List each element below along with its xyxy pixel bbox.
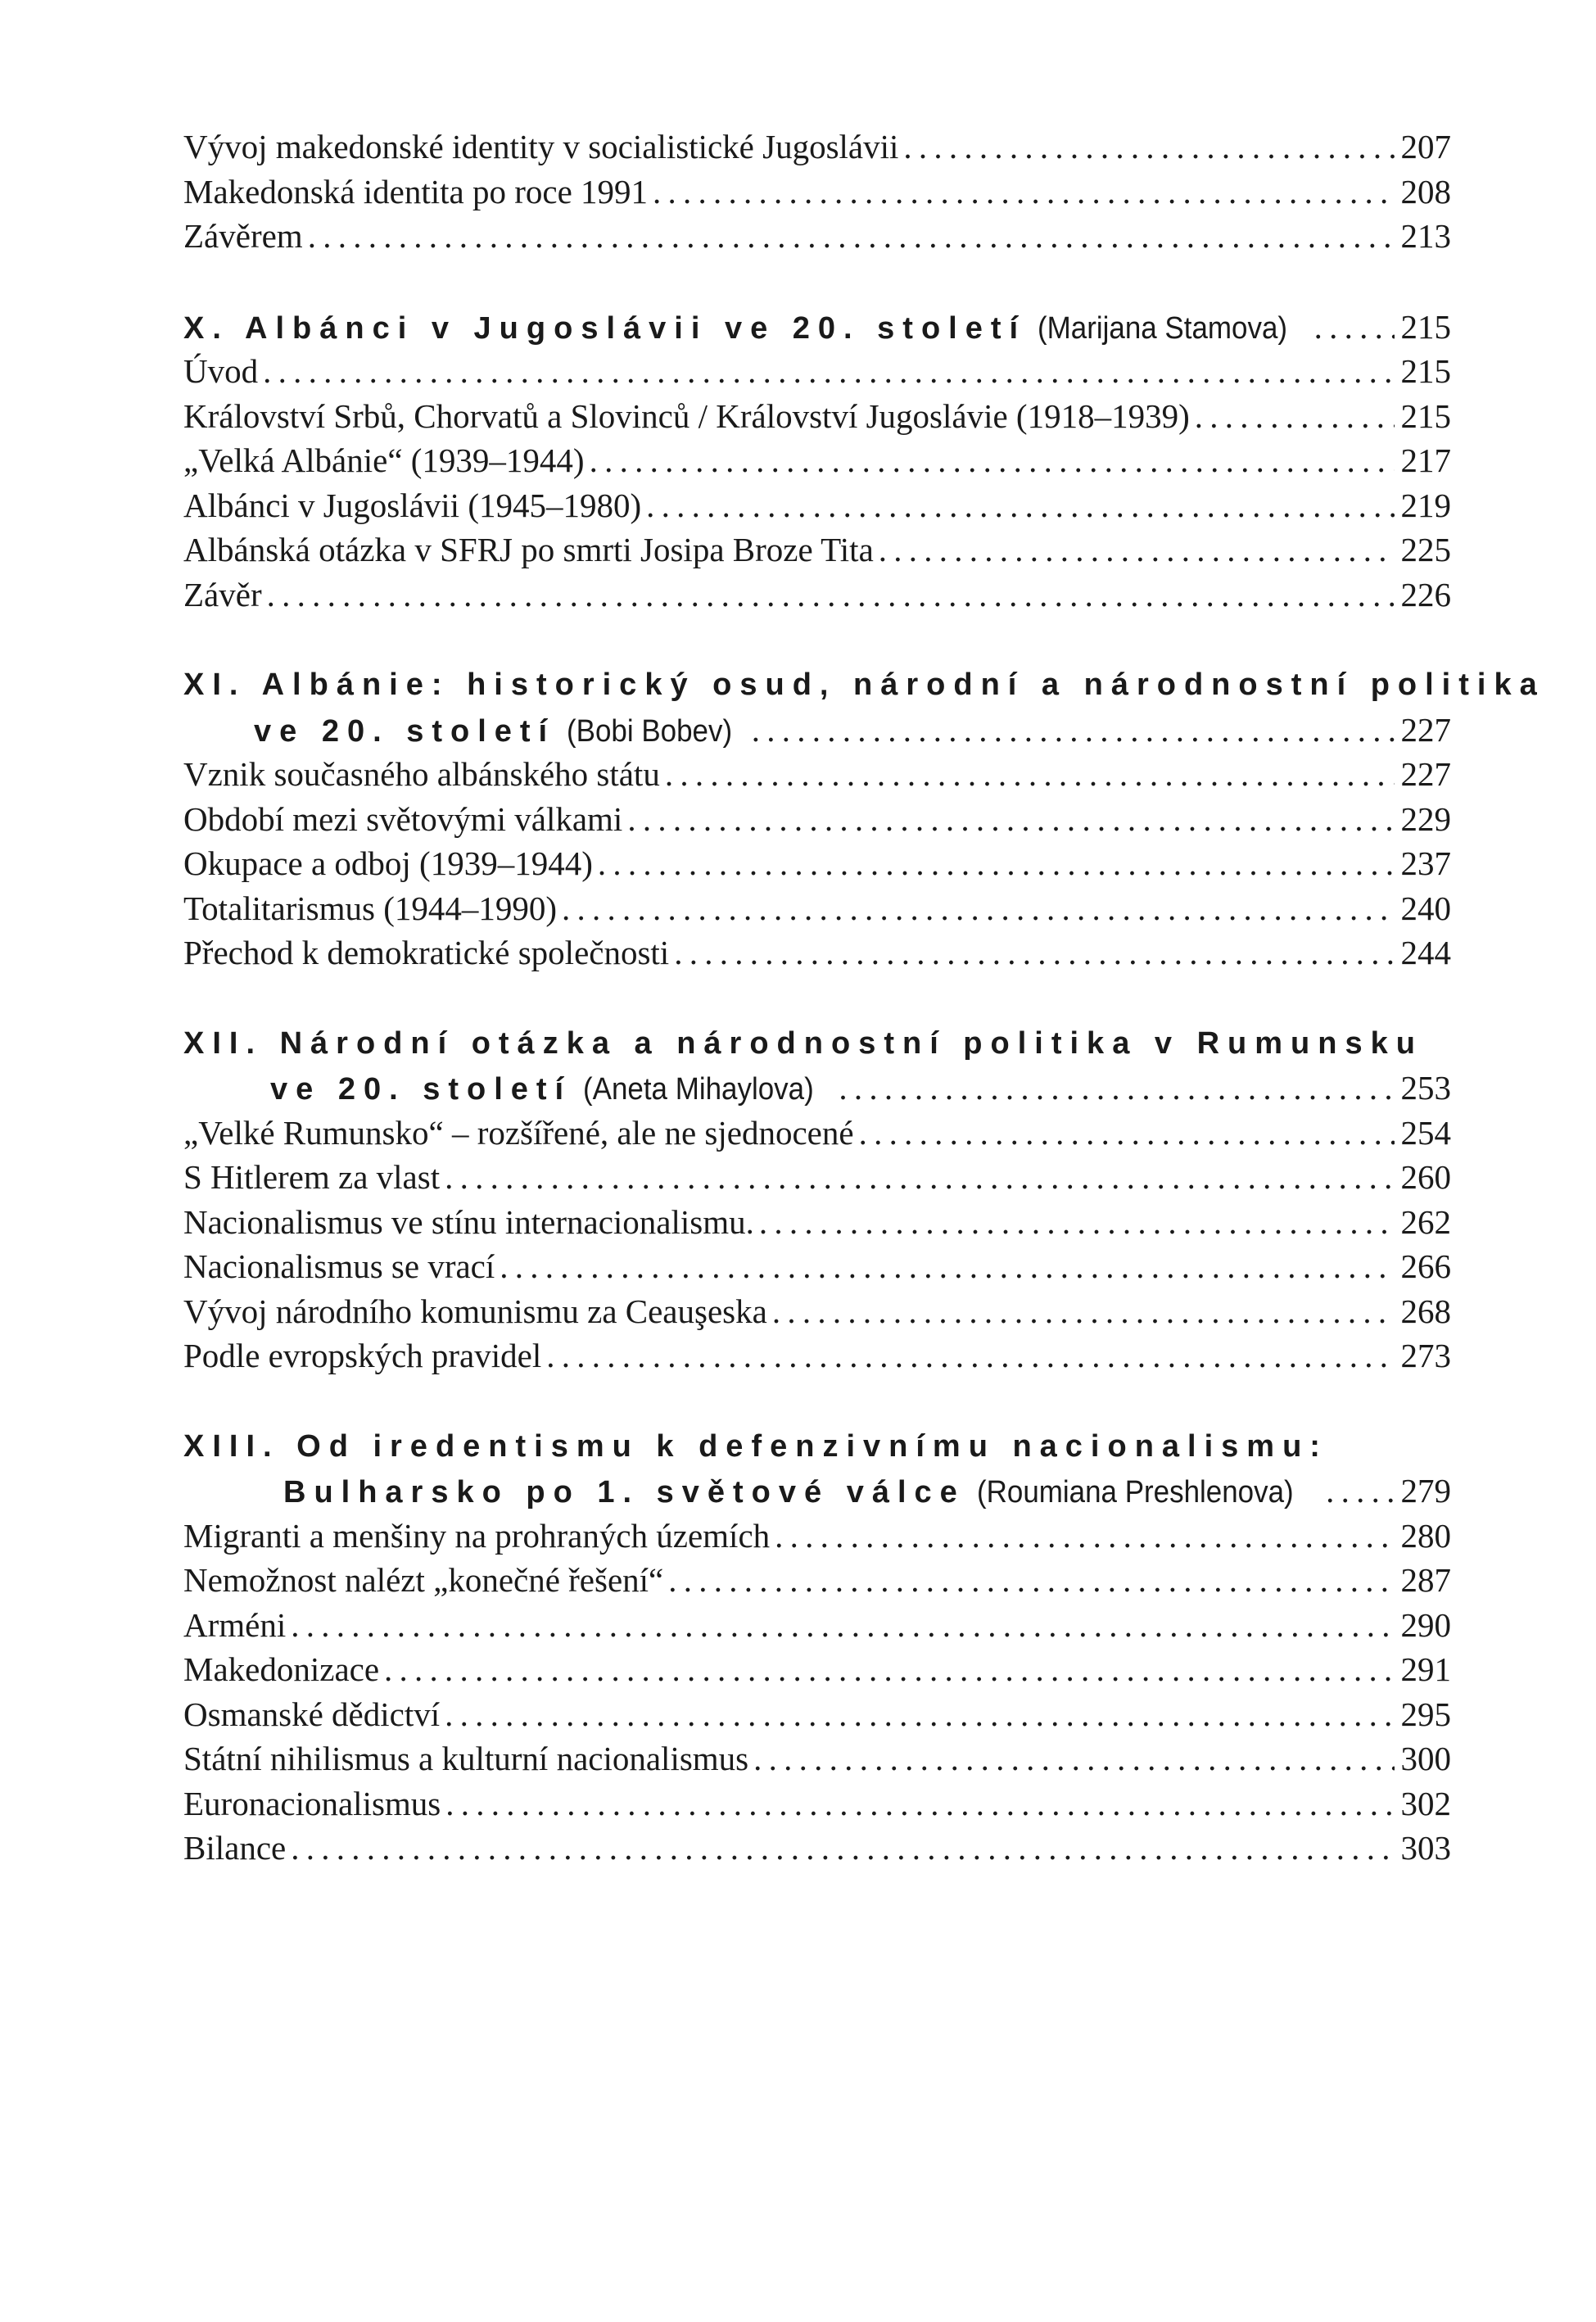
toc-entry-page: 302 [1400,1784,1451,1822]
dot-leader [879,527,1395,573]
chapter-title: X. Albánci v Jugoslávii ve 20. století [183,310,1027,346]
toc-entry-page: 244 [1400,934,1451,971]
toc-entry-page: 240 [1400,889,1451,927]
chapter-page: 227 [1400,710,1451,749]
toc-entry [183,527,1451,573]
toc-entry-page: 290 [1400,1605,1451,1644]
toc-entry [183,797,1451,842]
chapter-title: XII. Národní otázka a národnostní politika v Rumunsku [183,1025,1423,1061]
toc-entry-page: 217 [1400,441,1451,479]
section-gap [183,1378,1451,1424]
toc-entry-page: 260 [1400,1158,1451,1196]
toc-entry-page: 273 [1400,1337,1451,1374]
dot-leader [263,349,1394,394]
toc-entry [183,170,1451,215]
toc-entry-title: Totalitarismus (1944–1990) [183,889,558,927]
toc-entry [183,1736,1451,1781]
toc-entry-page: 287 [1400,1561,1451,1599]
toc-entry-title: Makedonizace [183,1650,380,1688]
toc-entry [183,1647,1451,1692]
toc-entry [183,841,1451,886]
chapter-page: 215 [1400,307,1451,346]
toc-entry [183,1155,1451,1200]
chapter-heading-xiii-line2 [183,1469,1451,1514]
toc-entry-page: 237 [1400,844,1451,882]
toc-entry-title: Vývoj národního komunismu za Ceauşeska [183,1292,767,1330]
toc-entry-page: 266 [1400,1247,1451,1285]
toc-entry [183,124,1451,170]
toc-entry [183,1333,1451,1378]
section-gap [183,617,1451,663]
chapter-title: XI. Albánie: historický osud, národní a národnostní politika [183,668,1545,702]
toc-entry-page: 303 [1400,1829,1451,1867]
toc-entry [183,1111,1451,1156]
toc-entry-title: Úvod [183,352,259,390]
chapter-heading-xi-line2 [183,708,1451,753]
toc-entry [183,930,1451,975]
section-gap [183,975,1451,1021]
toc-entry [183,573,1451,618]
toc-entry-title: Přechod k demokratické společnosti [183,934,670,971]
toc-entry-title: Okupace a odboj (1939–1944) [183,844,593,882]
toc-entry [183,394,1451,439]
dot-leader [291,1603,1394,1648]
toc-entry [183,349,1451,394]
chapter-author: (Bobi Bobev) [567,713,733,749]
dot-leader [1195,394,1395,439]
toc-entry-title: Albánci v Jugoslávii (1945–1980) [183,486,642,524]
toc-entry-title: Migranti a menšiny na prohraných územích [183,1516,771,1555]
toc-entry-page: 262 [1400,1202,1451,1241]
toc-entry-page: 215 [1400,352,1451,390]
chapter-heading-xiii-line1 [183,1424,1451,1469]
toc-entry [183,438,1451,483]
toc-entry-title: Státní nihilismus a kulturní nacionalismus [183,1740,749,1777]
dot-leader [665,752,1395,797]
dot-leader [772,1289,1395,1334]
toc-entry-title: S Hitlerem za vlast [183,1158,441,1196]
dot-leader [308,214,1395,259]
toc-entry-title: Závěrem [183,217,303,255]
dot-leader [590,438,1395,483]
section-gap [183,259,1451,305]
dot-leader [627,797,1394,842]
toc-entry-page: 254 [1400,1113,1451,1152]
dot-leader [1314,305,1395,350]
toc-entry-title: „Velká Albánie“ (1939–1944) [183,441,585,479]
chapter-author: (Roumiana Preshlenova) [976,1475,1294,1510]
dot-leader [598,841,1395,886]
dot-leader [753,1736,1394,1781]
toc-entry-title: Nacionalismus ve stínu internacionalismu. [183,1202,754,1241]
toc-entry [183,1603,1451,1648]
dot-leader [668,1558,1394,1603]
chapter-heading-xii-line2 [183,1066,1451,1111]
toc-entry-title: Vývoj makedonské identity v socialistické Jugoslávii [183,128,899,165]
toc-entry-title: Království Srbů, Chorvatů a Slovinců / Království Jugoslávie (1918–1939) [183,396,1190,435]
dot-leader [546,1333,1394,1378]
chapter-author: (Aneta Mihaylova) [583,1072,814,1107]
toc-entry-page: 226 [1400,575,1451,613]
chapter-title-continued: ve 20. století [254,713,556,749]
toc-entry-title: Nacionalismus se vrací [183,1247,495,1285]
chapter-title: XIII. Od iredentismu k defenzivnímu nacionalismu: [183,1428,1328,1464]
toc-entry [183,483,1451,528]
dot-leader [445,1692,1394,1737]
dot-leader [1326,1469,1394,1514]
toc-entry-title: Makedonská identita po roce 1991 [183,172,649,210]
toc-entry-title: Arméni [183,1605,287,1644]
toc-entry-page: 208 [1400,172,1451,210]
toc-entry [183,1692,1451,1737]
dot-leader [267,573,1395,618]
dot-leader [646,483,1394,528]
toc-entry [183,1289,1451,1334]
toc-entry-page: 207 [1400,128,1451,165]
chapter-page: 279 [1400,1472,1451,1510]
dot-leader [759,1200,1395,1245]
toc-entry-page: 213 [1400,217,1451,255]
toc-entry [183,1244,1451,1289]
dot-leader [562,886,1394,931]
toc-entry-page: 225 [1400,531,1451,568]
toc-entry [183,752,1451,797]
toc-entry-title: Euronacionalismus [183,1784,441,1822]
dot-leader [653,170,1394,215]
dot-leader [384,1647,1394,1692]
toc-entry-title: Albánská otázka v SFRJ po smrti Josipa Broze Tita [183,531,874,568]
dot-leader [445,1155,1394,1200]
toc-entry-page: 229 [1400,799,1451,838]
dot-leader [445,1781,1394,1826]
dot-leader [775,1514,1394,1559]
toc-entry-page: 280 [1400,1516,1451,1555]
toc-entry-page: 295 [1400,1695,1451,1733]
toc-entry-page: 227 [1400,755,1451,793]
toc-entry-title: Období mezi světovými válkami [183,799,623,838]
toc-entry [183,886,1451,931]
toc-entry-title: Nemožnost nalézt „konečné řešení“ [183,1561,664,1599]
dot-leader [752,708,1395,753]
chapter-title-continued: ve 20. století [270,1072,572,1107]
toc-entry-page: 291 [1400,1650,1451,1688]
toc-entry-title: Podle evropských pravidel [183,1337,542,1374]
toc-entry [183,1781,1451,1826]
toc-entry-title: Vznik současného albánského státu [183,755,660,793]
chapter-heading-xi-line1 [183,663,1545,708]
chapter-page: 253 [1400,1069,1451,1107]
toc-entry-page: 300 [1400,1740,1451,1777]
chapter-author: (Marijana Stamova) [1038,310,1288,346]
toc-entry-page: 268 [1400,1292,1451,1330]
toc-entry [183,1826,1451,1871]
toc-entry-page: 219 [1400,486,1451,524]
toc-entry-title: Závěr [183,575,262,613]
dot-leader [674,930,1394,975]
toc-entry [183,1514,1451,1559]
toc-entry-title: „Velké Rumunsko“ – rozšířené, ale ne sjednocené [183,1113,854,1152]
dot-leader [291,1826,1394,1871]
dot-leader [839,1066,1394,1111]
toc-entry-page: 215 [1400,396,1451,435]
dot-leader [859,1111,1395,1156]
toc-entry [183,1558,1451,1603]
toc-entry [183,1200,1451,1245]
dot-leader [903,124,1394,170]
toc-entry-title: Bilance [183,1829,287,1867]
dot-leader [500,1244,1394,1289]
toc-entry [183,214,1451,259]
chapter-heading-xii-line1 [183,1021,1451,1066]
toc-entry-title: Osmanské dědictví [183,1695,441,1733]
chapter-heading-x [183,305,1451,350]
table-of-contents [183,124,1545,1871]
chapter-title-continued: Bulharsko po 1. světové válce [283,1475,965,1510]
